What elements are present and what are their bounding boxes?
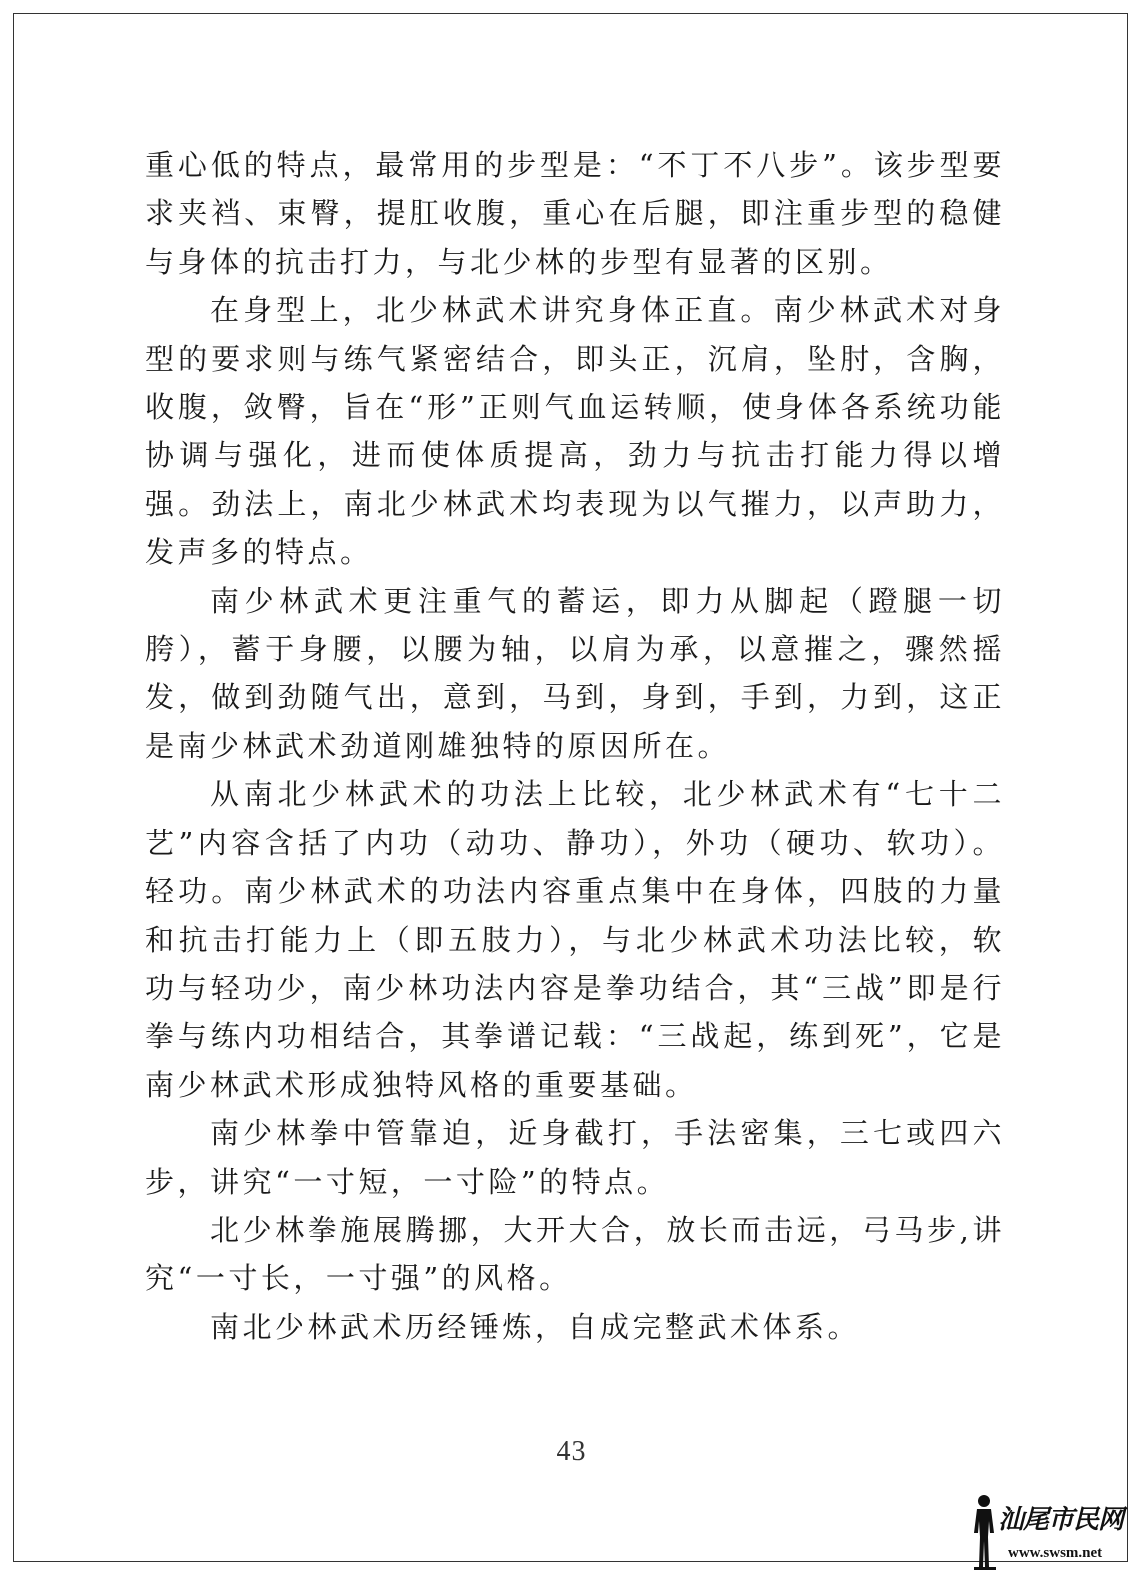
paragraph-7: 南北少林武术历经锤炼，自成完整武术体系。 [210,1309,861,1344]
watermark-url: www.swsm.net [1008,1545,1103,1561]
paragraph-2: 在身型上，北少林武术讲究身体正直。南少林武术对身型的要求则与练气紧密结合，即头正，沉肩，坠肘，含胸，收腹，敛臀，旨在“形”正则气血运转顺，使身体各系统功能协调与强化，进而使体质提高，劲力与抗击打能力得以增强。劲法上，南北少林武术均表现为以气摧力，以声助力，发声多的特点。 [145,293,1005,570]
standing-figure-silhouette-icon [968,1493,1000,1571]
site-watermark [968,1493,1138,1573]
watermark-site-name: 汕尾市民网 [998,1505,1124,1535]
paragraph-3: 南少林武术更注重气的蓄运，即力从脚起（蹬腿一切胯），蓄于身腰，以腰为轴，以肩为承，以意摧之，骤然摇发，做到劲随气出，意到，马到，身到，手到，力到，这正是南少林武术劲道刚雄独特的原因所在。 [145,583,1005,763]
paragraph-6: 北少林拳施展腾挪，大开大合，放长而击远，弓马步,讲究“一寸长，一寸强”的风格。 [145,1212,1005,1296]
paragraph-5: 南少林拳中管靠迫，近身截打，手法密集，三七或四六步，讲究“一寸短，一寸险”的特点。 [145,1116,1005,1199]
paragraph-1: 重心低的特点，最常用的步型是：“不丁不八步”。该步型要求夹裆、束臀，提肛收腹，重心在后腿，即注重步型的稳健与身体的抗击打力，与北少林的步型有显著的区别。 [145,148,1005,279]
body-text [145,141,1005,1351]
paragraph-4: 从南北少林武术的功法上比较，北少林武术有“七十二艺”内容含括了内功（动功、静功），外功（硬功、软功）。轻功。南少林武术的功法内容重点集中在身体，四肢的力量和抗击打能力上（即五肢力），与北少林武术功法比较，软功与轻功少，南少林功法内容是拳功结合，其“三战”即是行拳与练内功相结合，其拳谱记载：“三战起，练到死”，它是南少林武术形成独特风格的重要基础。 [145,777,1005,1102]
page-number: 43 [556,1436,587,1467]
